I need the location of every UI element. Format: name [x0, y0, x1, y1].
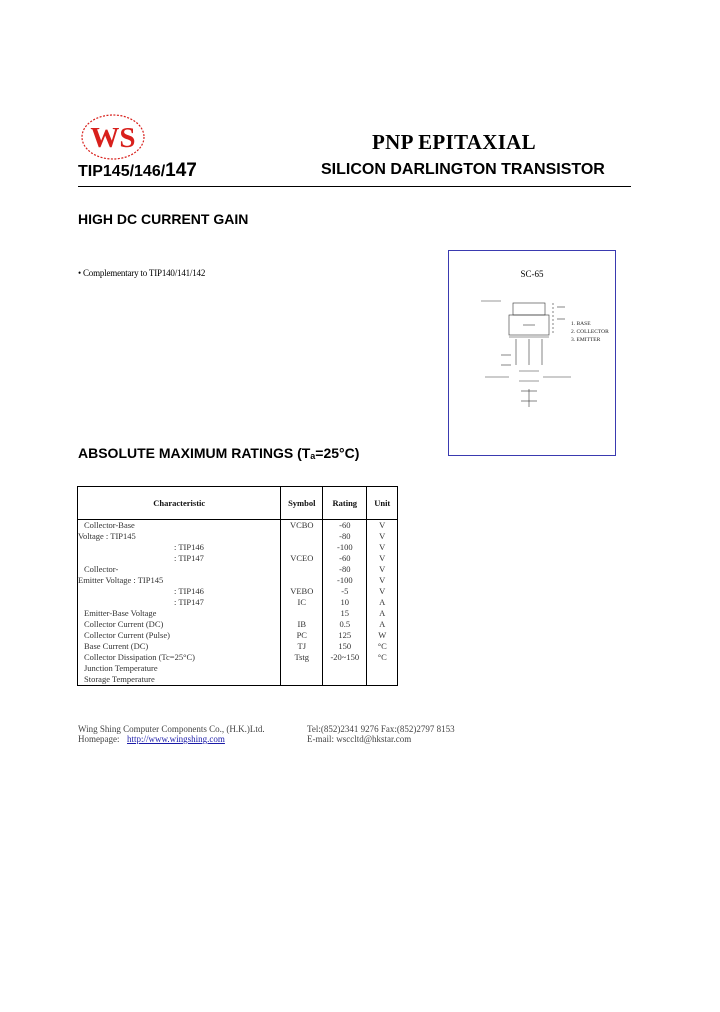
cell-rating: -60: [323, 520, 367, 532]
footer-homepage-link[interactable]: http://www.wingshing.com: [127, 734, 225, 744]
part-numbers-small: TIP145/146/: [78, 163, 166, 180]
cell-characteristic: Collector-Base: [78, 520, 281, 532]
cell-characteristic: Storage Temperature: [78, 674, 281, 686]
cell-rating: -80: [323, 564, 367, 575]
cell-unit: °C: [367, 652, 398, 663]
cell-unit: V: [367, 564, 398, 575]
cell-rating: -80: [323, 531, 367, 542]
cell-symbol: [281, 674, 323, 686]
table-row: [78, 575, 398, 586]
cell-rating: 0.5: [323, 619, 367, 630]
cell-unit: A: [367, 597, 398, 608]
ratings-heading-sub: a: [310, 451, 316, 461]
pin-label-collector: 2. COLLECTOR: [571, 329, 609, 335]
cell-rating: -100: [323, 575, 367, 586]
ratings-heading-prefix: ABSOLUTE MAXIMUM RATINGS (T: [78, 445, 311, 461]
cell-characteristic: Collector Dissipation (Tc=25°C): [78, 652, 281, 663]
cell-unit: [367, 674, 398, 686]
cell-characteristic: Collector Current (Pulse): [78, 630, 281, 641]
cell-symbol: [281, 575, 323, 586]
product-type-title: PNP EPITAXIAL: [372, 130, 536, 154]
table-row: [78, 586, 398, 597]
cell-symbol: [281, 542, 323, 553]
product-subtitle: SILICON DARLINGTON TRANSISTOR: [321, 161, 605, 178]
cell-characteristic: : TIP146: [78, 586, 281, 597]
ratings-table: [77, 486, 398, 686]
cell-rating: 10: [323, 597, 367, 608]
cell-unit: A: [367, 608, 398, 619]
feature-heading: HIGH DC CURRENT GAIN: [78, 211, 249, 227]
logo-text: WS: [90, 122, 136, 154]
table-row: [78, 531, 398, 542]
cell-symbol: TJ: [281, 641, 323, 652]
cell-rating: -5: [323, 586, 367, 597]
cell-symbol: [281, 531, 323, 542]
cell-characteristic: Collector-: [78, 564, 281, 575]
table-row: [78, 652, 398, 663]
cell-unit: [367, 663, 398, 674]
table-row: [78, 630, 398, 641]
cell-rating: [323, 674, 367, 686]
table-row: [78, 597, 398, 608]
cell-symbol: Tstg: [281, 652, 323, 663]
header-divider: [78, 186, 631, 187]
cell-rating: 125: [323, 630, 367, 641]
package-outline-drawing: [461, 293, 611, 423]
column-header-characteristic: Characteristic: [78, 487, 281, 520]
cell-rating: [323, 663, 367, 674]
cell-rating: -60: [323, 553, 367, 564]
column-header-rating: Rating: [323, 487, 367, 520]
cell-symbol: VCEO: [281, 553, 323, 564]
package-label: SC-65: [520, 269, 544, 279]
cell-symbol: [281, 608, 323, 619]
cell-symbol: VCBO: [281, 520, 323, 532]
ratings-heading-suffix: =25°C): [315, 445, 360, 461]
cell-characteristic: : TIP147: [78, 553, 281, 564]
cell-rating: -20~150: [323, 652, 367, 663]
cell-rating: -100: [323, 542, 367, 553]
cell-symbol: [281, 663, 323, 674]
cell-unit: V: [367, 531, 398, 542]
footer-tel-fax: Tel:(852)2341 9276 Fax:(852)2797 8153: [307, 724, 455, 734]
company-logo: [78, 112, 148, 162]
ws-logo-icon: [78, 112, 148, 162]
column-header-unit: Unit: [367, 487, 398, 520]
cell-unit: V: [367, 575, 398, 586]
footer-homepage-label: Homepage:: [78, 734, 120, 744]
cell-unit: V: [367, 586, 398, 597]
cell-symbol: IB: [281, 619, 323, 630]
cell-characteristic: Junction Temperature: [78, 663, 281, 674]
part-numbers: [78, 160, 197, 182]
cell-unit: V: [367, 520, 398, 532]
cell-unit: A: [367, 619, 398, 630]
cell-unit: V: [367, 553, 398, 564]
table-row: [78, 619, 398, 630]
package-diagram-box: [448, 250, 616, 456]
table-header-row: [78, 487, 398, 520]
table-row: [78, 564, 398, 575]
table-row: [78, 542, 398, 553]
footer-email: E-mail: wsccltd@hkstar.com: [307, 734, 412, 744]
table-row: [78, 520, 398, 532]
cell-characteristic: Emitter-Base Voltage: [78, 608, 281, 619]
table-row: [78, 663, 398, 674]
cell-characteristic: Emitter Voltage : TIP145: [78, 575, 281, 586]
feature-bullet: • Complementary to TIP140/141/142: [78, 268, 206, 278]
table-row: [78, 608, 398, 619]
cell-unit: W: [367, 630, 398, 641]
cell-unit: °C: [367, 641, 398, 652]
column-header-symbol: Symbol: [281, 487, 323, 520]
footer-company: Wing Shing Computer Components Co., (H.K.)Ltd.: [78, 724, 265, 734]
cell-characteristic: Base Current (DC): [78, 641, 281, 652]
cell-rating: 15: [323, 608, 367, 619]
cell-characteristic: Collector Current (DC): [78, 619, 281, 630]
table-row: [78, 641, 398, 652]
cell-symbol: [281, 564, 323, 575]
table-row: [78, 553, 398, 564]
part-numbers-big: 147: [165, 160, 197, 181]
pin-label-emitter: 3. EMITTER: [571, 337, 601, 343]
cell-characteristic: : TIP146: [78, 542, 281, 553]
cell-symbol: PC: [281, 630, 323, 641]
cell-symbol: VEBO: [281, 586, 323, 597]
cell-characteristic: : TIP147: [78, 597, 281, 608]
cell-rating: 150: [323, 641, 367, 652]
table-row: [78, 674, 398, 686]
cell-characteristic: Voltage : TIP145: [78, 531, 281, 542]
cell-unit: V: [367, 542, 398, 553]
cell-symbol: IC: [281, 597, 323, 608]
ratings-heading: [78, 445, 359, 461]
ratings-table-body: [78, 520, 398, 686]
pin-label-base: 1. BASE: [571, 321, 591, 327]
